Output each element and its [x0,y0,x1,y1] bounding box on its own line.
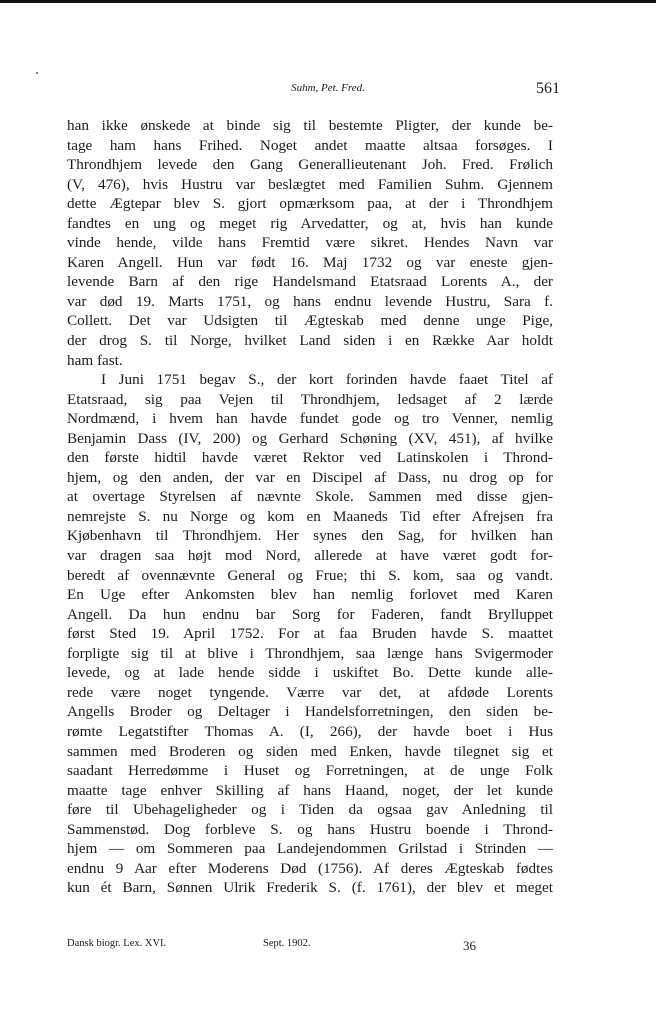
text-line: saadant Herredømme i Huset og Forretningen, at de unge Folk [67,762,553,780]
text-line: endnu 9 Aar efter Moderens Død (1756). Af deres Ægteskab fødtes [67,859,553,877]
text-line: levede, og at lade hende sidde i uskiftet Bo. Dette kunde alle- [67,664,553,682]
text-line: Angell. Da hun endnu bar Sorg for Faderen, fandt Brylluppet [67,605,553,623]
footer-date: Sept. 1902. [263,938,311,949]
text-line: rømte Legatstifter Thomas A. (I, 266), der havde boet i Hus [67,722,553,740]
scan-speck [36,72,38,74]
text-line: forpligte sig til at blive i Throndhjem, saa længe hans Svigermoder [67,644,553,662]
text-line: Kjøbenhavn til Throndhjem. Her synes den Sag, for hvilken han [67,527,553,545]
text-line: dette Ægtepar blev S. gjort opmærksom paa, at der i Throndhjem [67,195,553,213]
text-line: Throndhjem levede den Gang Generallieutenant Joh. Fred. Frølich [67,156,553,174]
text-line: føre til Ubehageligheder og i Tiden da ogsaa gav Anledning til [67,801,553,819]
text-line: kun ét Barn, Sønnen Ulrik Frederik S. (f. 1761), der blev et meget [67,879,553,897]
footer-signature-mark: 36 [463,938,476,953]
text-line: at overtage Styrelsen af nævnte Skole. Sammen med disse gjen- [67,488,553,506]
text-line: beredt af ovennævnte General og Frue; thi S. kom, saa og vandt. [67,566,553,584]
page-footer [67,938,487,954]
text-line: Benjamin Dass (IV, 200) og Gerhard Schøning (XV, 451), af hvilke [67,429,553,447]
text-line: hjem, og den anden, der var en Discipel af Dass, nu drog op for [67,468,553,486]
text-line: var død 19. Marts 1751, og hans endnu levende Hustru, Sara f. [67,292,553,310]
text-line-paragraph-end: ham fast. [67,351,123,369]
text-line: rede være noget tyngende. Værre var det, at afdøde Lorents [67,683,553,701]
text-line: den første hidtil havde været Rektor ved Latinskolen i Thrond- [67,449,553,467]
page-number: 561 [536,80,560,97]
text-line: Sammenstød. Dog forbleve S. og hans Hustru boende i Thrond- [67,820,553,838]
text-line-paragraph-start: I Juni 1751 begav S., der kort forinden havde faaet Titel af [101,371,553,389]
text-line: Angells Broder og Deltager i Handelsforretningen, den siden be- [67,703,553,721]
text-line: maatte tage enhver Skilling af hans Haand, noget, der let kunde [67,781,553,799]
running-head: Suhm, Pet. Fred. [291,82,365,94]
text-line: var dragen saa højt mod Nord, allerede at have været godt for- [67,547,553,565]
text-line: hjem — om Sommeren paa Landejendommen Grilstad i Strinden — [67,840,553,858]
text-line: (V, 476), hvis Hustru var beslægtet med Familien Suhm. Gjennem [67,175,553,193]
text-line: Karen Angell. Hun var født 16. Maj 1732 og var eneste gjen- [67,253,553,271]
text-line: Nordmænd, i hvem han havde fundet gode og tro Venner, nemlig [67,410,553,428]
text-line: Collett. Det var Udsigten til Ægteskab med denne unge Pige, [67,312,553,330]
text-line: vinde hende, vilde hans Fremtid være sikret. Hendes Navn var [67,234,553,252]
text-line: han ikke ønskede at binde sig til bestemte Pligter, der kunde be- [67,117,553,134]
footer-work-title: Dansk biogr. Lex. XVI. [67,938,167,949]
text-line: først Sted 19. April 1752. For at faa Bruden havde S. maattet [67,625,553,643]
body-text [67,116,553,898]
top-rule [0,0,656,3]
text-line: tage ham hans Frihed. Noget andet maatte altsaa forsøges. I [67,136,553,154]
text-line: fandtes en ung og meget rig Arvedatter, og at, hvis han kunde [67,214,553,232]
text-line: levende Barn af den rige Handelsmand Etatsraad Lorents A., der [67,273,553,291]
text-line: der drog S. til Norge, hvilket Land siden i en Række Aar holdt [67,332,553,350]
text-line: nemrejste S. nu Norge og kom en Maaneds Tid efter Afrejsen fra [67,507,553,525]
text-line: Etatsraad, sig paa Vejen til Throndhjem, ledsaget af 2 lærde [67,390,553,408]
text-line: En Uge efter Ankomsten blev han nemlig forlovet med Karen [67,586,553,604]
text-line: sammen med Broderen og siden med Enken, havde tilegnet sig et [67,742,553,760]
